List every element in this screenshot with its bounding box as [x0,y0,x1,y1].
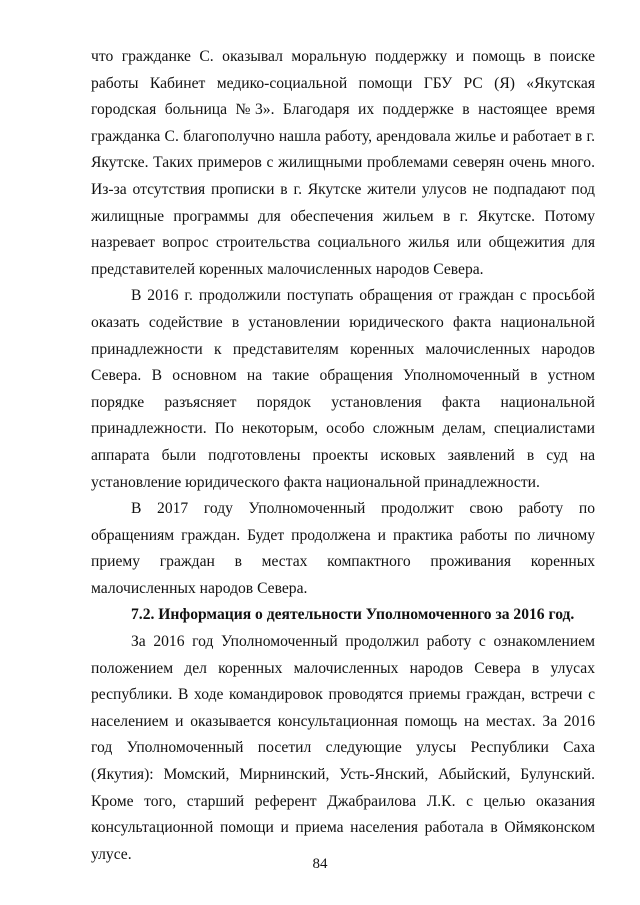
paragraph-section-activity: За 2016 год Уполномоченный продолжил работу с ознакомлением положением дел коренных малочисленных народов Севера в улусах республики. В ходе командировок проводятся приемы граждан, встречи с населением и оказывается консультационная помощь на местах. За 2016 год Уполномоченный посетил следующие улусы Республики Саха (Якутия): Момский, Мирнинский, Усть-Янский, Абыйский, Булунский. Кроме того, старший референт Джабраилова Л.К. с целью оказания консультационной помощи и приема населения работала в Оймяконском улусе. [91,633,595,863]
page-number: 84 [312,856,328,872]
paragraph-housing: что гражданке С. оказывал моральную поддержку и помощь в поиске работы Кабинет медико-социальной помощи ГБУ РС (Я) «Якутская городская больница №3». Благодаря их поддержке в настоящее время гражданка С. благополучно нашла работу, арендовала жилье и работает в г. Якутске. Таких примеров с жилищными проблемами северян очень много. Из-за отсутствия прописки в г. Якутске жители улусов не подпадают под жилищные программы для обеспечения жильем в г. Якутске. Потому назревает вопрос строительства социального жилья или общежития для представителей коренных малочисленных народов Севера. [91,48,595,278]
document-body [91,44,595,868]
paragraph-nationality-appeals: В 2016 г. продолжили поступать обращения от граждан с просьбой оказать содействие в установлении юридического факта национальной принадлежности к представителям коренных малочисленных народов Севера. В основном на такие обращения Уполномоченный в устном порядке разъясняет порядок установления факта национальной принадлежности. По некоторым, особо сложным делам, специалистами аппарата были подготовлены проекты исковых заявлений в суд на установление юридического факта национальной принадлежности. [91,287,595,491]
paragraph-2017-plans: В 2017 году Уполномоченный продолжит свою работу по обращениям граждан. Будет продолжена и практика работы по личному приему граждан в местах компактного проживания коренных малочисленных народов Севера. [91,500,595,597]
section-heading: 7.2. Информация о деятельности Уполномоченного за 2016 год. [131,606,575,624]
